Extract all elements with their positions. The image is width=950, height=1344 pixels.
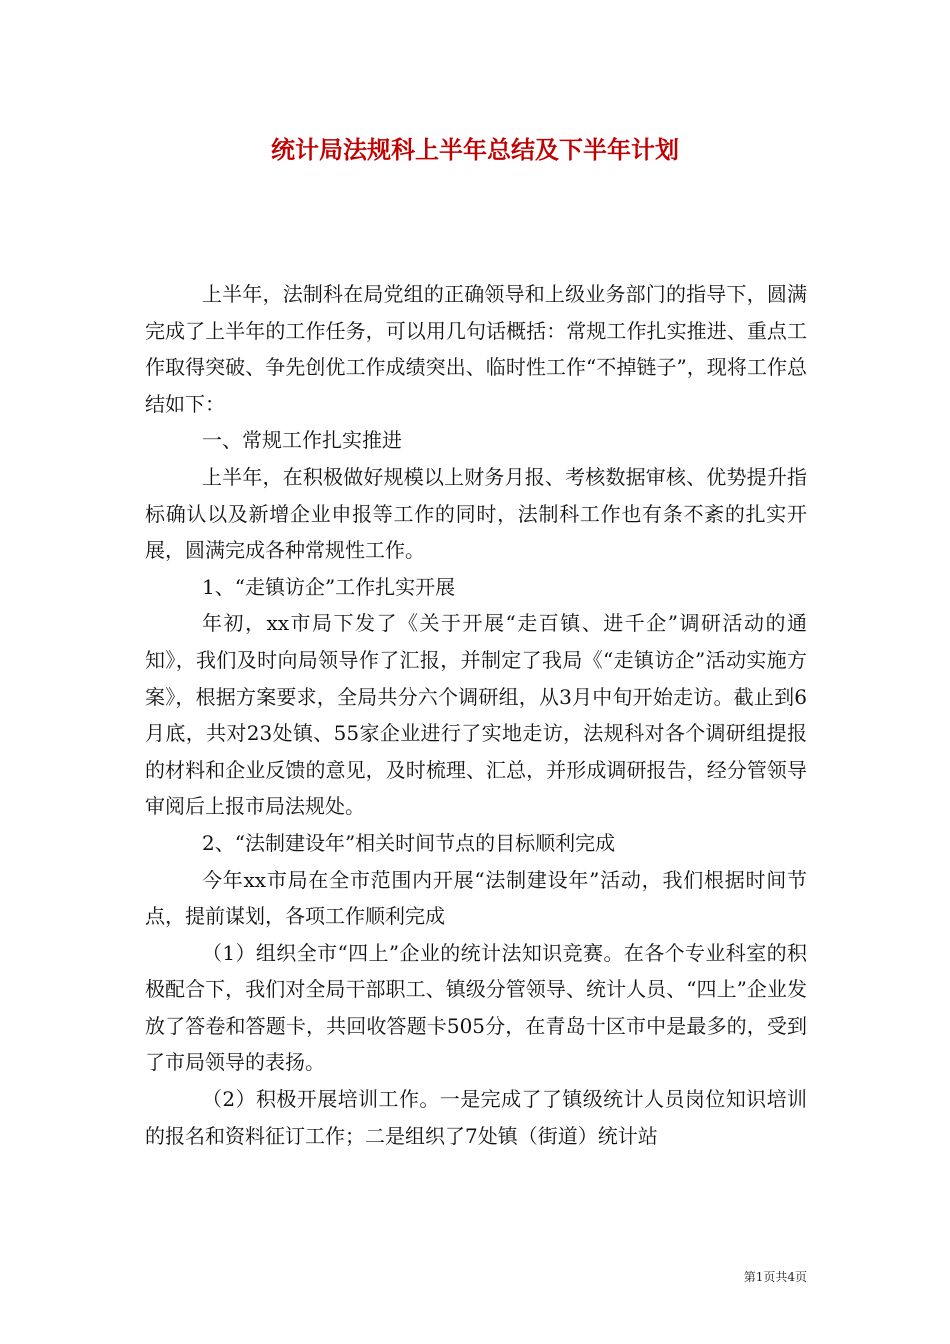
paragraph-intro: 上半年，法制科在局党组的正确领导和上级业务部门的指导下，圆满完成了上半年的工作任务，可以用几句话概括：常规工作扎实推进、重点工作取得突破、争先创优工作成绩突出、临时性工作“不掉链子”，现将工作总结如下：: [145, 282, 807, 416]
paragraph-legal-year: 今年xx市局在全市范围内开展“法制建设年”活动，我们根据时间节点，提前谋划，各项工作顺利完成: [145, 867, 807, 929]
document-title: 统计局法规科上半年总结及下半年计划: [271, 135, 679, 164]
paragraph-item-2: （2）积极开展培训工作。一是完成了了镇级统计人员岗位知识培训的报名和资料征订工作；二是组织了7处镇（街道）统计站: [145, 1087, 807, 1148]
subheading-2: 2、“法制建设年”相关时间节点的目标顺利完成: [202, 830, 616, 855]
paragraph-section-1: 上半年，在积极做好规模以上财务月报、考核数据审核、优势提升指标确认以及新增企业申报等工作的同时，法制科工作也有条不紊的扎实开展，圆满完成各种常规性工作。: [145, 464, 807, 563]
section-heading-1: 一、常规工作扎实推进: [202, 428, 402, 453]
page-indicator: 第1页共4页: [743, 1270, 807, 1284]
document-body: [145, 276, 807, 1154]
paragraph-visits: 年初，xx市局下发了《关于开展“走百镇、进千企”调研活动的通知》，我们及时向局领导作了汇报，并制定了我局《“走镇访企”活动实施方案》，根据方案要求，全局共分六个调研组，从3月中旬开始走访。截止到6月底，共对23处镇、55家企业进行了实地走访，法规科对各个调研组提报的材料和企业反馈的意见，及时梳理、汇总，并形成调研报告，经分管领导审阅后上报市局法规处。: [145, 611, 807, 819]
paragraph-item-1: （1）组织全市“四上”企业的统计法知识竞赛。在各个专业科室的积极配合下，我们对全局干部职工、镇级分管领导、统计人员、“四上”企业发放了答卷和答题卡，共回收答题卡505分，在青岛十区市中是最多的，受到了市局领导的表扬。: [145, 940, 807, 1075]
subheading-1: 1、“走镇访企”工作扎实开展: [202, 574, 456, 599]
